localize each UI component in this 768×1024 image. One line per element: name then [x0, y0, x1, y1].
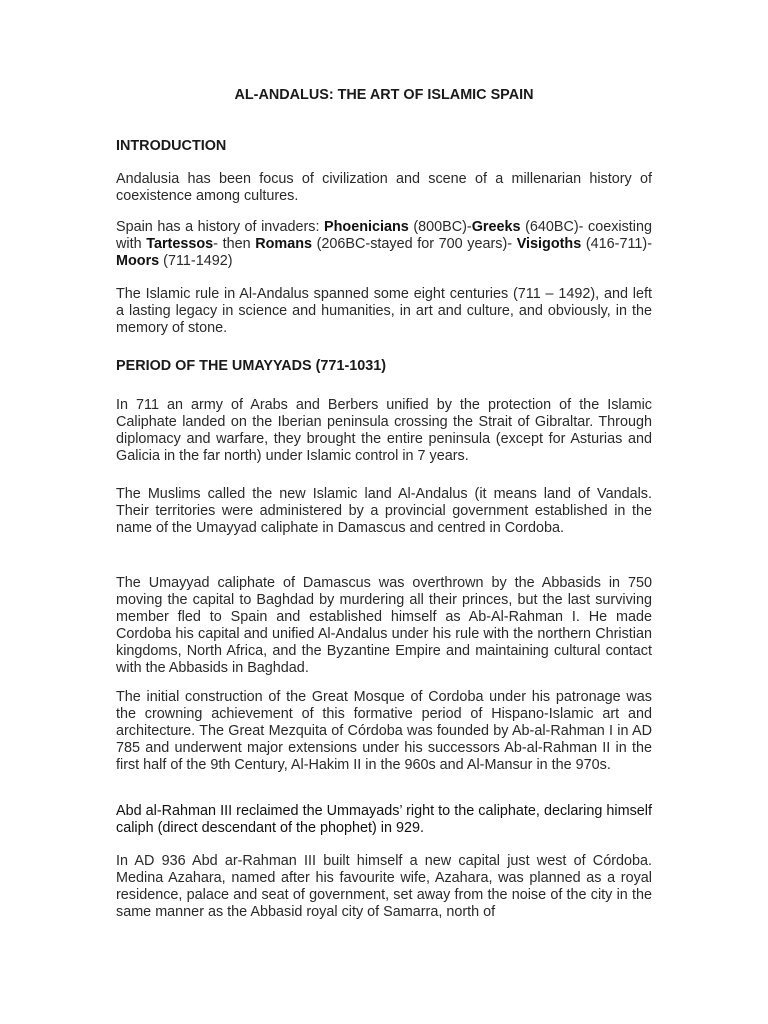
paragraph-umayyads-1: In 711 an army of Arabs and Berbers unified by the protection of the Islamic Caliphate landed on the Iberian peninsula crossing the Strait of Gibraltar. Through diplomacy and warfare, they brought the entire peninsula (except for Asturias and Galicia in the far north) under Islamic control in 7 years. — [116, 397, 652, 464]
paragraph-intro-3: The Islamic rule in Al-Andalus spanned some eight centuries (711 – 1492), and left a lasting legacy in science and humanities, in art and culture, and obviously, in the memory of stone. — [116, 286, 652, 336]
term-visigoths: Visigoths — [516, 236, 582, 252]
term-greeks: Greeks — [471, 219, 521, 235]
paragraph-umayyads-2: The Muslims called the new Islamic land Al-Andalus (it means land of Vandals. Their territories were administered by a provincial government established in the name of the Umayyad caliphate in Damascus and centred in Cordoba. — [116, 486, 652, 536]
paragraph-umayyads-3: The Umayyad caliphate of Damascus was overthrown by the Abbasids in 750 moving the capital to Baghdad by murdering all their princes, but the last surviving member fled to Spain and established himself as Ab-Al-Rahman I. He made Cordoba his capital and unified Al-Andalus under his rule with the northern Christian kingdoms, North Africa, and the Byzantine Empire and maintaining cultural contact with the Abbasids in Baghdad. — [116, 575, 652, 676]
term-tartessos: Tartessos — [146, 236, 214, 252]
paragraph-umayyads-6: In AD 936 Abd ar-Rahman III built himself a new capital just west of Córdoba. Medina Azahara, named after his favourite wife, Azahara, was planned as a royal residence, palace and seat of government, set away from the noise of the city in the same manner as the Abbasid royal city of Samarra, north of — [116, 853, 652, 920]
paragraph-umayyads-5: Abd al-Rahman III reclaimed the Ummayads’ right to the caliphate, declaring himself caliph (direct descendant of the phophet) in 929. — [116, 803, 652, 836]
term-romans: Romans — [255, 236, 312, 252]
heading-introduction: INTRODUCTION — [116, 138, 227, 154]
paragraph-umayyads-4: The initial construction of the Great Mosque of Cordoba under his patronage was the crowning achievement of this formative period of Hispano-Islamic art and architecture. The Great Mezquita of Córdoba was founded by Ab-al-Rahman I in AD 785 and underwent major extensions under his successors Ab-al-Rahman II in the first half of the 9th Century, Al-Hakim II in the 960s and Al-Mansur in the 970s. — [116, 689, 652, 773]
heading-umayyads: PERIOD OF THE UMAYYADS (771-1031) — [116, 358, 387, 374]
paragraph-intro-1: Andalusia has been focus of civilization and scene of a millenarian history of coexistence among cultures. — [116, 171, 652, 204]
term-phoenicians: Phoenicians — [324, 219, 409, 235]
paragraph-invaders: Spain has a history of invaders: Phoenicians (800BC)-Greeks (640BC)- coexisting with Tartessos- then Romans (206BC-stayed for 700 years)- Visigoths (416-711)- Moors (711-1492) — [116, 219, 652, 269]
document-title: AL-ANDALUS: THE ART OF ISLAMIC SPAIN — [234, 87, 534, 103]
term-moors: Moors — [116, 253, 160, 269]
